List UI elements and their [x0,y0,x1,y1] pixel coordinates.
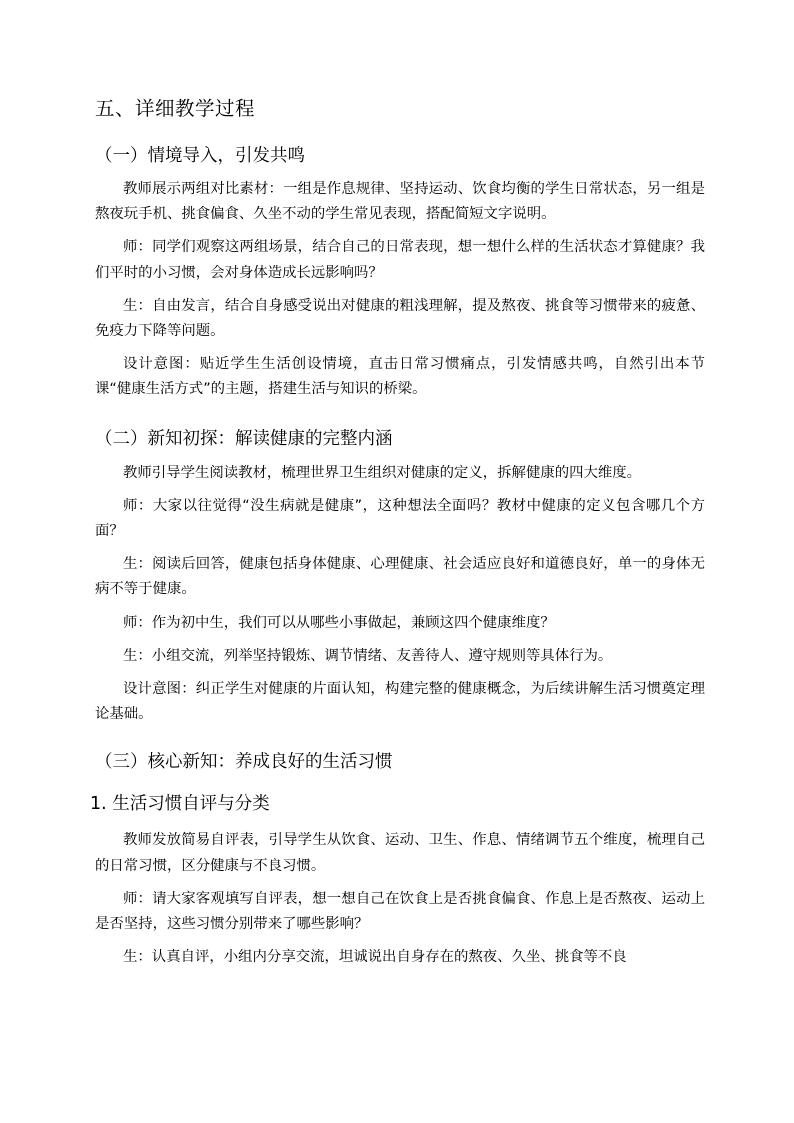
speaker-label: 师： [123,614,152,631]
paragraph [95,887,705,945]
speaker-label: 生： [123,949,152,966]
paragraph-text: 教师引导学生阅读教材，梳理世界卫生组织对健康的定义，拆解健康的四大维度。 [123,464,642,481]
paragraph-text: 请大家客观填写自评表，想一想自己在饮食上是否挑食偏食、作息上是否熬夜、运动上是否坚持，这些习惯分别带来了哪些影响？ [95,890,705,933]
design-intent-label: 设计意图： [123,681,196,698]
paragraph [95,644,705,677]
paragraph [95,235,705,293]
paragraph-text: 阅读后回答，健康包括身体健康、心理健康、社会适应良好和道德良好，单一的身体无病不等于健康。 [95,556,705,598]
paragraph [95,461,705,494]
paragraph-text: 纠正学生对健康的片面认知，构建完整的健康概念，为后续讲解生活习惯奠定理论基础。 [95,681,705,723]
paragraph-text: 同学们观察这两组场景，结合自己的日常表现，想一想什么样的生活状态才算健康？我们平时的小习惯，会对身体造成长远影响吗？ [95,239,705,281]
speaker-label: 生： [123,647,152,664]
design-intent-label: 设计意图： [123,356,200,373]
part3-subheading: 1. 生活习惯自评与分类 [90,794,270,815]
document-content [90,92,705,978]
part1-heading: （一）情境导入，引发共鸣 [95,146,305,166]
part3-heading: （三）核心新知：养成良好的生活习惯 [95,752,393,773]
paragraph-text: 教师展示两组对比素材：一组是作息规律、坚持运动、饮食均衡的学生日常状态，另一组是熬夜玩手机、挑食偏食、久坐不动的学生常见表现，搭配简短文字说明。 [95,181,705,223]
paragraph [95,494,705,552]
paragraph [95,828,705,886]
part2-heading: （二）新知初探：解读健康的完整内涵 [95,428,393,449]
speaker-label: 师： [123,239,153,256]
paragraph-text: 大家以往觉得“没生病就是健康”，这种想法全面吗？教材中健康的定义包含哪几个方面？ [95,497,705,540]
paragraph [95,552,705,610]
paragraph-text: 认真自评，小组内分享交流，坦诚说出自身存在的熬夜、久坐、挑食等不良 [151,949,627,966]
paragraph-text: 贴近学生生活创设情境，直击日常习惯痛点，引发情感共鸣，自然引出本节课“健康生活方式”的主题，搭建生活与知识的桥梁。 [95,356,705,398]
section-title: 五、详细教学过程 [95,97,256,120]
paragraph-text: 作为初中生，我们可以从哪些小事做起，兼顾这四个健康维度？ [151,614,555,631]
speaker-label: 生： [123,297,153,314]
paragraph-text: 小组交流，列举坚持锻炼、调节情绪、友善待人、遵守规则等具体行为。 [151,647,613,664]
paragraph [95,352,705,410]
paragraph [95,294,705,352]
speaker-label: 师： [123,890,153,907]
paragraph [95,945,705,978]
paragraph [95,611,705,644]
paragraph-text: 自由发言，结合自身感受说出对健康的粗浅理解，提及熬夜、挑食等习惯带来的疲惫、免疫力下降等问题。 [95,297,705,340]
speaker-label: 生： [123,556,153,573]
paragraph [95,177,705,235]
paragraph [95,677,705,735]
paragraph-text: 教师发放简易自评表，引导学生从饮食、运动、卫生、作息、情绪调节五个维度，梳理自己的日常习惯，区分健康与不良习惯。 [95,832,705,874]
speaker-label: 师： [123,497,153,514]
